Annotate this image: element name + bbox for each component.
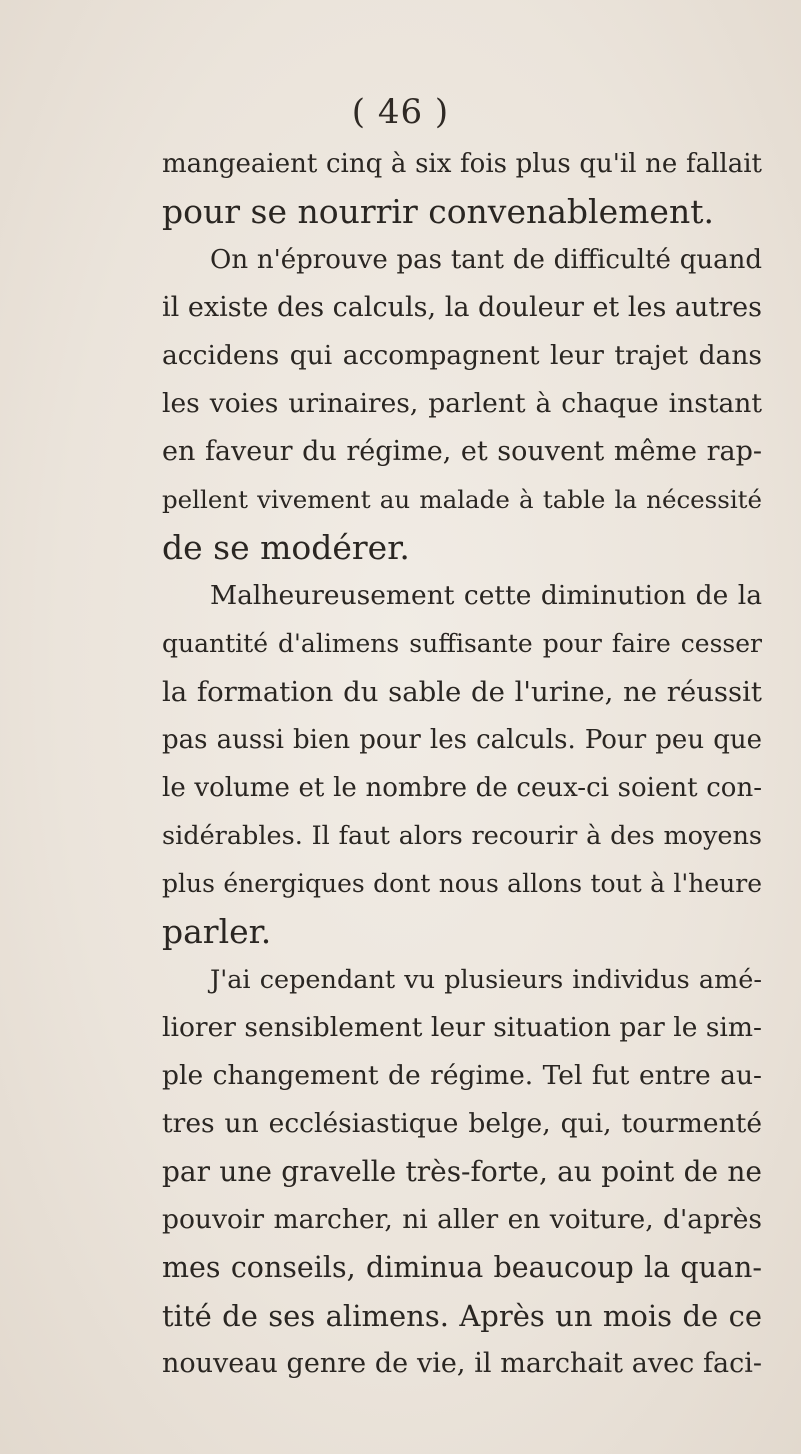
text-line: pour se nourrir convenablement. [162,192,714,231]
text-line: en faveur du régime, et souvent même rap- [162,436,762,467]
text-line: accidens qui accompagnent leur trajet dans [162,340,762,371]
text-line: plus énergiques dont nous allons tout à l'heure [162,869,762,898]
text-line: Malheureusement cette diminution de la [210,580,762,611]
text-line: pouvoir marcher, ni aller en voiture, d'après [162,1204,762,1235]
page-number: ( 46 ) [351,92,450,132]
text-line: mes conseils, diminua beaucoup la quan- [162,1251,762,1284]
text-line: il existe des calculs, la douleur et les autres [162,292,762,323]
text-line: par une gravelle très-forte, au point de ne [162,1155,762,1188]
text-line: le volume et le nombre de ceux-ci soient con- [162,773,762,803]
text-line: les voies urinaires, parlent à chaque instant [162,388,762,419]
text-line: nouveau genre de vie, il marchait avec faci- [162,1348,762,1379]
text-line: J'ai cependant vu plusieurs individus amé- [210,965,762,995]
text-line: tres un ecclésiastique belge, qui, tourmenté [162,1108,762,1139]
text-line: liorer sensiblement leur situation par le sim- [162,1012,762,1043]
text-line: sidérables. Il faut alors recourir à des moyens [162,821,762,851]
text-line: de se modérer. [162,528,410,567]
text-line: parler. [162,912,272,951]
text-line: ple changement de régime. Tel fut entre au- [162,1060,762,1091]
text-line: la formation du sable de l'urine, ne réussit [162,676,762,708]
text-line: pas aussi bien pour les calculs. Pour peu que [162,725,762,755]
text-line: On n'éprouve pas tant de difficulté quand [210,245,762,275]
text-line: tité de ses alimens. Après un mois de ce [162,1299,762,1333]
text-line: pellent vivement au malade à table la nécessité [162,485,762,514]
body-text [162,140,762,1388]
text-line: mangeaient cinq à six fois plus qu'il ne fallait [162,149,762,179]
text-line: quantité d'alimens suffisante pour faire cesser [162,629,762,658]
